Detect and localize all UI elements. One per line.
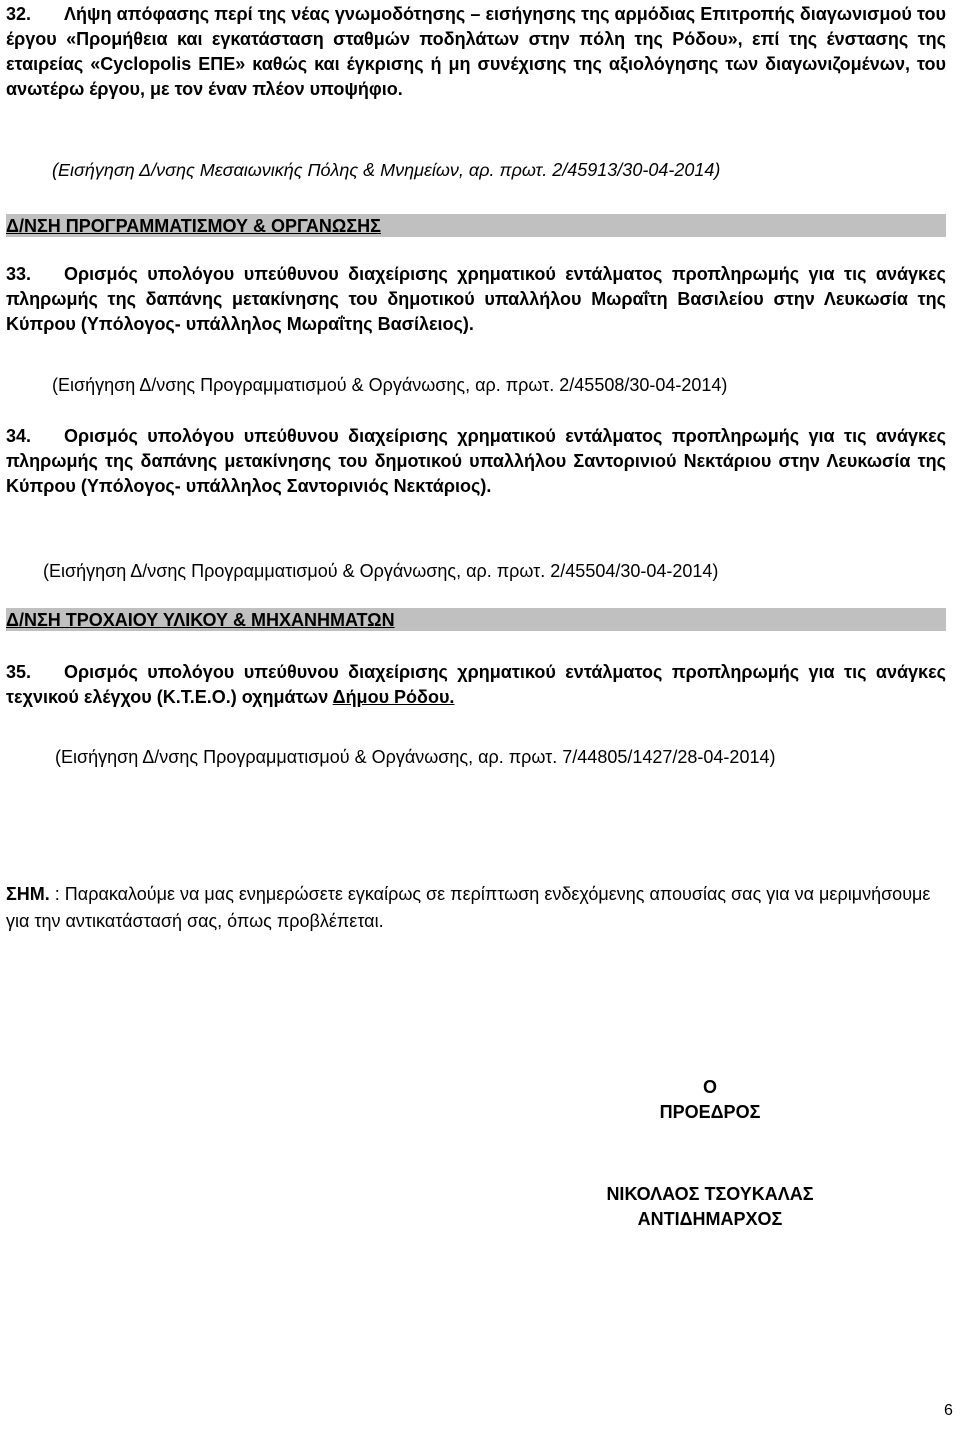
signature-title: ΑΝΤΙΔΗΜΑΡΧΟΣ — [637, 1209, 783, 1229]
note — [6, 881, 946, 935]
item-number: 32. — [6, 4, 32, 24]
item-text: Ορισμός υπολόγου υπεύθυνου διαχείρισης χρηματικού εντάλματος προπληρωμής για τις ανάγκες πληρωμής της δαπάνης μετακίνησης του δημοτικού υπαλλήλου Μωραΐτη Βασιλείου στην Λευκωσία της Κύπρου (Υπόλογος- υπάλληλος Μωραΐτης Βασίλειος). — [6, 264, 946, 334]
item-text: Ορισμός υπολόγου υπεύθυνου διαχείρισης χρηματικού εντάλματος προπληρωμής για τις ανάγκες πληρωμής της δαπάνης μετακίνησης του δημοτικού υπαλλήλου Σαντορινιού Νεκτάριου στην Λευκωσία της Κύπρου (Υπόλογος- υπάλληλος Σαντορινιός Νεκτάριος). — [6, 426, 946, 496]
item-text: Λήψη απόφασης περί της νέας γνωμοδότησης – εισήγησης της αρμόδιας Επιτροπής διαγωνισμού του έργου «Προμήθεια και εγκατάσταση σταθμών ποδηλάτων στην πόλη της Ρόδου», επί της ένστασης της εταιρείας «Cyclopolis ΕΠΕ» καθώς και έγκρισης ή μη συνέχισης της αξιολόγησης των διαγωνιζομένων, του ανωτέρω έργου, με τον έναν πλέον υποψήφιο. — [6, 4, 946, 99]
page-number: 6 — [944, 1402, 953, 1419]
item-text: Ορισμός υπολόγου υπεύθυνου διαχείρισης χρηματικού εντάλματος προπληρωμής για τις ανάγκες τεχνικού ελέγχου (Κ.Τ.Ε.Ο.) οχημάτων — [6, 662, 946, 707]
agenda-item-34 — [6, 424, 946, 499]
signature-name: ΝΙΚΟΛΑΟΣ ΤΣΟΥΚΑΛΑΣ — [606, 1184, 814, 1204]
agenda-item-33 — [6, 262, 946, 337]
item-reference: (Εισήγηση Δ/νσης Μεσαιωνικής Πόλης & Μνημείων, αρ. πρωτ. 2/45913/30-04-2014) — [52, 160, 721, 180]
section-header-vehicles: Δ/ΝΣΗ ΤΡΟΧΑΙΟΥ ΥΛΙΚΟΥ & ΜΗΧΑΝΗΜΑΤΩΝ — [6, 608, 946, 631]
note-label: ΣΗΜ. — [6, 884, 50, 904]
section-header-programming: Δ/ΝΣΗ ΠΡΟΓΡΑΜΜΑΤΙΣΜΟΥ & ΟΡΓΑΝΩΣΗΣ — [6, 214, 946, 237]
signature-role: ΠΡΟΕΔΡΟΣ — [659, 1102, 761, 1122]
item-reference: (Εισήγηση Δ/νσης Προγραμματισμού & Οργάνωσης, αρ. πρωτ. 7/44805/1427/28-04-2014) — [55, 747, 776, 767]
item-number: 35. — [6, 662, 32, 682]
signature-article: Ο — [702, 1077, 717, 1097]
agenda-item-32 — [6, 2, 946, 102]
note-text: : Παρακαλούμε να μας ενημερώσετε εγκαίρως σε περίπτωση ενδεχόμενης απουσίας σας για να μεριμνήσουμε για την αντικατάστασή σας, όπως προβλέπεται. — [6, 884, 931, 931]
item-number: 34. — [6, 426, 32, 446]
agenda-item-35 — [6, 660, 946, 710]
item-reference: (Εισήγηση Δ/νσης Προγραμματισμού & Οργάνωσης, αρ. πρωτ. 2/45508/30-04-2014) — [52, 375, 728, 395]
item-reference: (Εισήγηση Δ/νσης Προγραμματισμού & Οργάνωσης, αρ. πρωτ. 2/45504/30-04-2014) — [43, 561, 719, 581]
item-text-emphasis: Δήμου Ρόδου. — [332, 687, 455, 707]
item-number: 33. — [6, 264, 32, 284]
